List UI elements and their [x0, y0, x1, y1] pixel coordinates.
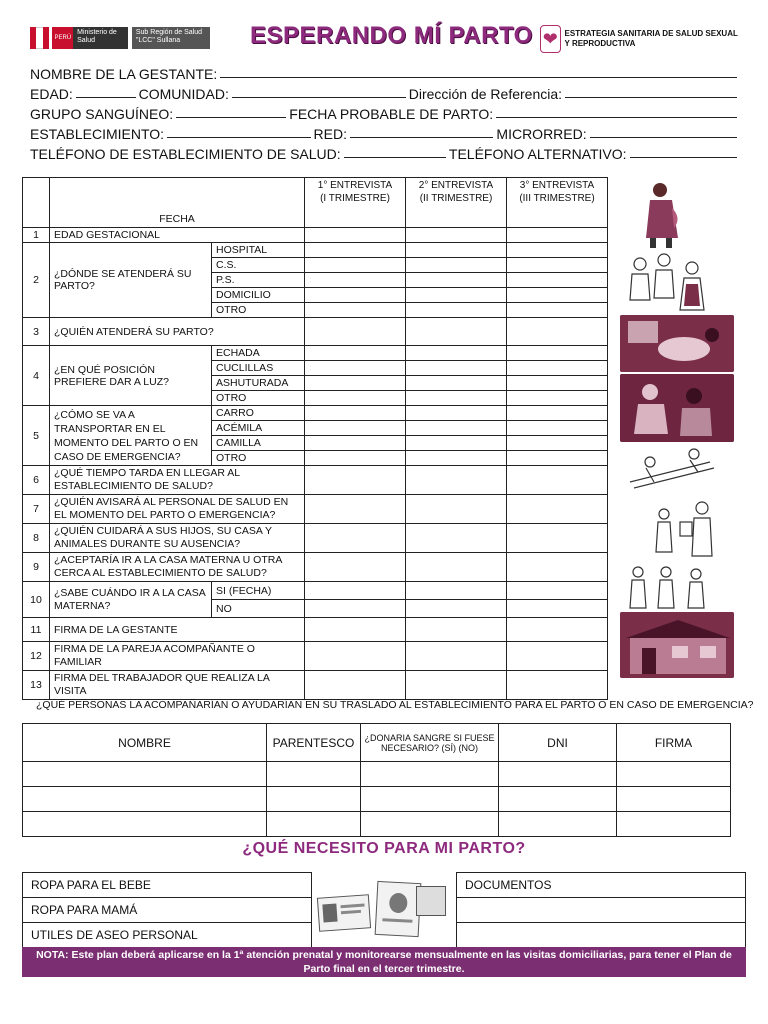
telefono-alternativo-field[interactable] — [630, 144, 737, 158]
option-cell: OTRO — [212, 303, 305, 318]
microrred-field[interactable] — [590, 124, 737, 138]
fecha-probable-field[interactable] — [496, 104, 737, 118]
companion-cell[interactable] — [267, 762, 361, 787]
signature-cell[interactable] — [507, 671, 608, 700]
option-cell: P.S. — [212, 273, 305, 288]
health-card-icon — [375, 881, 422, 937]
telefono-alternativo-label: TELÉFONO ALTERNATIVO: — [448, 146, 627, 162]
companions-header-row — [23, 724, 731, 762]
answer-cell[interactable] — [507, 436, 608, 451]
fecha-header: FECHA — [50, 178, 305, 228]
interview-2-header: 2° ENTREVISTA (II TRIMESTRE) — [406, 178, 507, 228]
assisted-birth-photo — [620, 374, 734, 442]
row-number: 2 — [23, 243, 50, 318]
answer-cell[interactable] — [507, 600, 608, 618]
option-cell: NO — [212, 600, 305, 618]
signature-cell[interactable] — [406, 671, 507, 700]
option-cell: ASHUTURADA — [212, 376, 305, 391]
companion-cell[interactable] — [361, 762, 499, 787]
list-item: DOCUMENTOS — [457, 873, 746, 898]
firma-header: FIRMA — [617, 724, 731, 762]
document-icon — [416, 886, 446, 916]
answer-cell[interactable] — [305, 421, 406, 436]
comunidad-label: COMUNIDAD: — [138, 86, 229, 102]
answer-cell[interactable] — [507, 421, 608, 436]
row-number: 4 — [23, 346, 50, 406]
answer-cell[interactable] — [507, 258, 608, 273]
edad-label: EDAD: — [30, 86, 73, 102]
answer-cell[interactable] — [406, 421, 507, 436]
answer-cell[interactable] — [406, 451, 507, 466]
header-blank-cell — [23, 178, 50, 228]
answer-cell[interactable] — [406, 228, 507, 243]
table-row — [23, 466, 608, 495]
establecimiento-label: ESTABLECIMIENTO: — [30, 126, 165, 142]
question-cell: ¿QUIÉN ATENDERÁ SU PARTO? — [50, 318, 305, 346]
question-cell: ¿EN QUÉ POSICIÓN PREFIERE DAR A LUZ? — [50, 346, 212, 406]
answer-cell[interactable] — [406, 582, 507, 600]
row-number: 3 — [23, 318, 50, 346]
direccion-label: Dirección de Referencia: — [408, 86, 563, 102]
answer-cell[interactable] — [507, 303, 608, 318]
companion-cell[interactable] — [499, 787, 617, 812]
red-field[interactable] — [350, 124, 493, 138]
option-cell: ECHADA — [212, 346, 305, 361]
table-row — [23, 524, 608, 553]
answer-cell[interactable] — [507, 228, 608, 243]
pregnant-woman-illustration — [620, 178, 734, 250]
grupo-sanguineo-label: GRUPO SANGUÍNEO: — [30, 106, 174, 122]
table-row — [23, 495, 608, 524]
donaria-header: ¿DONARIA SANGRE SI FUESE NECESARIO? (SÍ) (NO) — [361, 724, 499, 762]
answer-cell[interactable] — [507, 243, 608, 258]
option-cell: CAMILLA — [212, 436, 305, 451]
answer-cell[interactable] — [406, 553, 507, 582]
row-number: 6 — [23, 466, 50, 495]
answer-cell[interactable] — [507, 582, 608, 600]
companion-cell[interactable] — [499, 762, 617, 787]
option-cell: C.S. — [212, 258, 305, 273]
family-heart-icon: ❤ — [540, 25, 561, 53]
peru-label: PERÚ — [52, 27, 73, 49]
row-number: 5 — [23, 406, 50, 466]
table-row — [23, 243, 608, 258]
answer-cell[interactable] — [406, 273, 507, 288]
answer-cell[interactable] — [305, 228, 406, 243]
companion-cell[interactable] — [617, 812, 731, 837]
peru-shield-icon — [30, 27, 49, 49]
birth-position-photo — [620, 315, 734, 372]
answer-cell[interactable] — [507, 318, 608, 346]
direccion-field[interactable] — [565, 84, 737, 98]
community-sketch-illustration — [620, 564, 734, 612]
row-number: 8 — [23, 524, 50, 553]
answer-cell[interactable] — [305, 273, 406, 288]
signature-cell[interactable] — [406, 618, 507, 642]
table-row — [23, 642, 608, 671]
companions-question: ¿QUÉ PERSONAS LA ACOMPAÑARÍAN O AYUDARÍAN EN SU TRASLADO AL ESTABLECIMIENTO PARA EL PARTO O EN CASO DE EMERGENCIA? — [36, 699, 754, 711]
strategy-logo — [540, 24, 740, 54]
signature-cell[interactable] — [507, 642, 608, 671]
list-item: ROPA PARA MAMÁ — [23, 898, 312, 923]
answer-cell[interactable] — [305, 318, 406, 346]
answer-cell[interactable] — [305, 553, 406, 582]
answer-cell[interactable] — [305, 361, 406, 376]
establecimiento-field[interactable] — [167, 124, 310, 138]
documents-illustration — [318, 880, 450, 940]
list-item: ROPA PARA EL BEBE — [23, 873, 312, 898]
answer-cell[interactable] — [305, 436, 406, 451]
option-cell: OTRO — [212, 451, 305, 466]
companion-row — [23, 787, 731, 812]
answer-cell[interactable] — [406, 524, 507, 553]
answer-cell[interactable] — [406, 436, 507, 451]
signature-cell[interactable] — [305, 671, 406, 700]
personal-data-fields — [30, 64, 740, 164]
illustrations-column — [620, 178, 738, 688]
fecha-probable-label: FECHA PROBABLE DE PARTO: — [289, 106, 494, 122]
field-row — [30, 144, 740, 164]
question-cell: ¿SABE CUÁNDO IR A LA CASA MATERNA? — [50, 582, 212, 618]
companion-cell[interactable] — [267, 787, 361, 812]
answer-cell[interactable] — [507, 273, 608, 288]
red-label: RED: — [313, 126, 347, 142]
id-card-icon — [317, 894, 371, 932]
signature-cell[interactable] — [507, 618, 608, 642]
companion-cell[interactable] — [361, 812, 499, 837]
companion-cell[interactable] — [617, 787, 731, 812]
telefono-establecimiento-field[interactable] — [344, 144, 446, 158]
answer-cell[interactable] — [406, 318, 507, 346]
footer-note: NOTA: Este plan deberá aplicarse en la 1ª atención prenatal y monitorearse mensualmente en las visitas domiciliarias, para tener el Plan de Parto final en el tercer trimestre. — [22, 947, 746, 977]
row-number: 9 — [23, 553, 50, 582]
table-row — [23, 671, 608, 700]
companion-cell[interactable] — [23, 762, 267, 787]
signature-cell[interactable] — [305, 618, 406, 642]
table-row — [23, 346, 608, 361]
question-cell: FIRMA DE LA PAREJA ACOMPAÑANTE O FAMILIAR — [50, 642, 305, 671]
table-row — [23, 406, 608, 421]
answer-cell[interactable] — [406, 361, 507, 376]
answer-cell[interactable] — [305, 406, 406, 421]
answer-cell[interactable] — [305, 243, 406, 258]
dni-header: DNI — [499, 724, 617, 762]
microrred-label: MICRORRED: — [496, 126, 587, 142]
list-item: UTILES DE ASEO PERSONAL — [23, 923, 312, 948]
family-sketch-illustration — [620, 250, 734, 316]
nombre-gestante-label: NOMBRE DE LA GESTANTE: — [30, 66, 218, 82]
companion-cell[interactable] — [361, 787, 499, 812]
table-row — [23, 618, 608, 642]
list-item-blank[interactable] — [457, 898, 746, 923]
answer-cell[interactable] — [305, 376, 406, 391]
row-number: 12 — [23, 642, 50, 671]
answer-cell[interactable] — [507, 553, 608, 582]
answer-cell[interactable] — [305, 466, 406, 495]
answer-cell[interactable] — [305, 303, 406, 318]
answer-cell[interactable] — [305, 600, 406, 618]
answer-cell[interactable] — [406, 303, 507, 318]
row-number: 7 — [23, 495, 50, 524]
table-row — [23, 553, 608, 582]
answer-cell[interactable] — [406, 391, 507, 406]
answer-cell[interactable] — [507, 406, 608, 421]
comunidad-field[interactable] — [232, 84, 406, 98]
stretcher-sketch-illustration — [620, 442, 734, 496]
answer-cell[interactable] — [406, 466, 507, 495]
answer-cell[interactable] — [305, 451, 406, 466]
ministry-logo — [30, 26, 210, 50]
option-cell: CUCLILLAS — [212, 361, 305, 376]
companion-cell[interactable] — [617, 762, 731, 787]
ministry-label: Ministerio de Salud — [73, 27, 128, 49]
answer-cell[interactable] — [507, 391, 608, 406]
answer-cell[interactable] — [305, 346, 406, 361]
health-worker-sketch-illustration — [620, 496, 734, 564]
subregion-label: Sub Región de Salud "LCC" Sullana — [132, 27, 210, 49]
answer-cell[interactable] — [406, 346, 507, 361]
option-cell: OTRO — [212, 391, 305, 406]
companion-cell[interactable] — [23, 812, 267, 837]
companion-row — [23, 762, 731, 787]
question-cell: ¿CÓMO SE VA A TRANSPORTAR EN EL MOMENTO DEL PARTO O EN CASO DE EMERGENCIA? — [50, 406, 212, 466]
option-cell: DOMICILIO — [212, 288, 305, 303]
telefono-establecimiento-label: TELÉFONO DE ESTABLECIMIENTO DE SALUD: — [30, 146, 341, 162]
field-row — [30, 104, 740, 124]
question-cell: FIRMA DE LA GESTANTE — [50, 618, 305, 642]
question-cell: ¿QUÉ TIEMPO TARDA EN LLEGAR AL ESTABLECIMIENTO DE SALUD? — [50, 466, 305, 495]
answer-cell[interactable] — [406, 288, 507, 303]
answer-cell[interactable] — [305, 391, 406, 406]
companion-row — [23, 812, 731, 837]
option-cell: ACÉMILA — [212, 421, 305, 436]
question-cell: ¿QUIÉN AVISARÁ AL PERSONAL DE SALUD EN EL MOMENTO DEL PARTO O EMERGENCIA? — [50, 495, 305, 524]
row-number: 11 — [23, 618, 50, 642]
answer-cell[interactable] — [305, 258, 406, 273]
companion-cell[interactable] — [23, 787, 267, 812]
answer-cell[interactable] — [406, 406, 507, 421]
interview-3-header: 3° ENTREVISTA (III TRIMESTRE) — [507, 178, 608, 228]
field-row — [30, 64, 740, 84]
signature-cell[interactable] — [305, 642, 406, 671]
strategy-label: ESTRATEGIA SANITARIA DE SALUD SEXUAL Y REPRODUCTIVA — [564, 29, 738, 48]
nombre-header: NOMBRE — [23, 724, 267, 762]
answer-cell[interactable] — [406, 258, 507, 273]
page-title: ESPERANDO MÍ PARTO — [250, 22, 533, 49]
companions-table — [22, 723, 731, 837]
grupo-sanguineo-field[interactable] — [176, 104, 286, 118]
option-cell: CARRO — [212, 406, 305, 421]
answer-cell[interactable] — [507, 346, 608, 361]
option-cell: HOSPITAL — [212, 243, 305, 258]
row-number: 13 — [23, 671, 50, 700]
option-cell: SI (FECHA) — [212, 582, 305, 600]
answer-cell[interactable] — [305, 582, 406, 600]
signature-cell[interactable] — [406, 642, 507, 671]
table-row — [23, 582, 608, 600]
page-header — [30, 20, 740, 58]
answer-cell[interactable] — [406, 495, 507, 524]
nombre-gestante-field[interactable] — [220, 64, 737, 78]
needs-list-right — [456, 872, 746, 948]
answer-cell[interactable] — [305, 495, 406, 524]
answer-cell[interactable] — [406, 600, 507, 618]
needs-list-left — [22, 872, 312, 948]
companion-cell[interactable] — [499, 812, 617, 837]
answer-cell[interactable] — [507, 495, 608, 524]
table-row — [23, 318, 608, 346]
answer-cell[interactable] — [305, 288, 406, 303]
needs-title: ¿QUÉ NECESITO PARA MI PARTO? — [242, 840, 526, 857]
field-row — [30, 124, 740, 144]
question-cell: ¿QUIÉN CUIDARÁ A SUS HIJOS, SU CASA Y ANIMALES DURANTE SU AUSENCIA? — [50, 524, 305, 553]
interview-1-header: 1° ENTREVISTA (I TRIMESTRE) — [305, 178, 406, 228]
question-cell: ¿DÓNDE SE ATENDERÁ SU PARTO? — [50, 243, 212, 318]
question-cell: ¿ACEPTARÍA IR A LA CASA MATERNA U OTRA CERCA AL ESTABLECIMIENTO DE SALUD? — [50, 553, 305, 582]
answer-cell[interactable] — [406, 376, 507, 391]
answer-cell[interactable] — [507, 361, 608, 376]
question-cell: FIRMA DEL TRABAJADOR QUE REALIZA LA VISITA — [50, 671, 305, 700]
answer-cell[interactable] — [406, 243, 507, 258]
row-number: 1 — [23, 228, 50, 243]
maternity-house-photo — [620, 612, 734, 678]
table-header-row — [23, 178, 608, 228]
parentesco-header: PARENTESCO — [267, 724, 361, 762]
table-row — [23, 228, 608, 243]
answer-cell[interactable] — [507, 524, 608, 553]
answer-cell[interactable] — [305, 524, 406, 553]
birth-plan-table — [22, 177, 608, 700]
answer-cell[interactable] — [507, 466, 608, 495]
question-cell: EDAD GESTACIONAL — [50, 228, 305, 243]
row-number: 10 — [23, 582, 50, 618]
answer-cell[interactable] — [507, 288, 608, 303]
field-row — [30, 84, 740, 104]
answer-cell[interactable] — [507, 376, 608, 391]
list-item-blank[interactable] — [457, 923, 746, 948]
companion-cell[interactable] — [267, 812, 361, 837]
answer-cell[interactable] — [507, 451, 608, 466]
edad-field[interactable] — [76, 84, 136, 98]
